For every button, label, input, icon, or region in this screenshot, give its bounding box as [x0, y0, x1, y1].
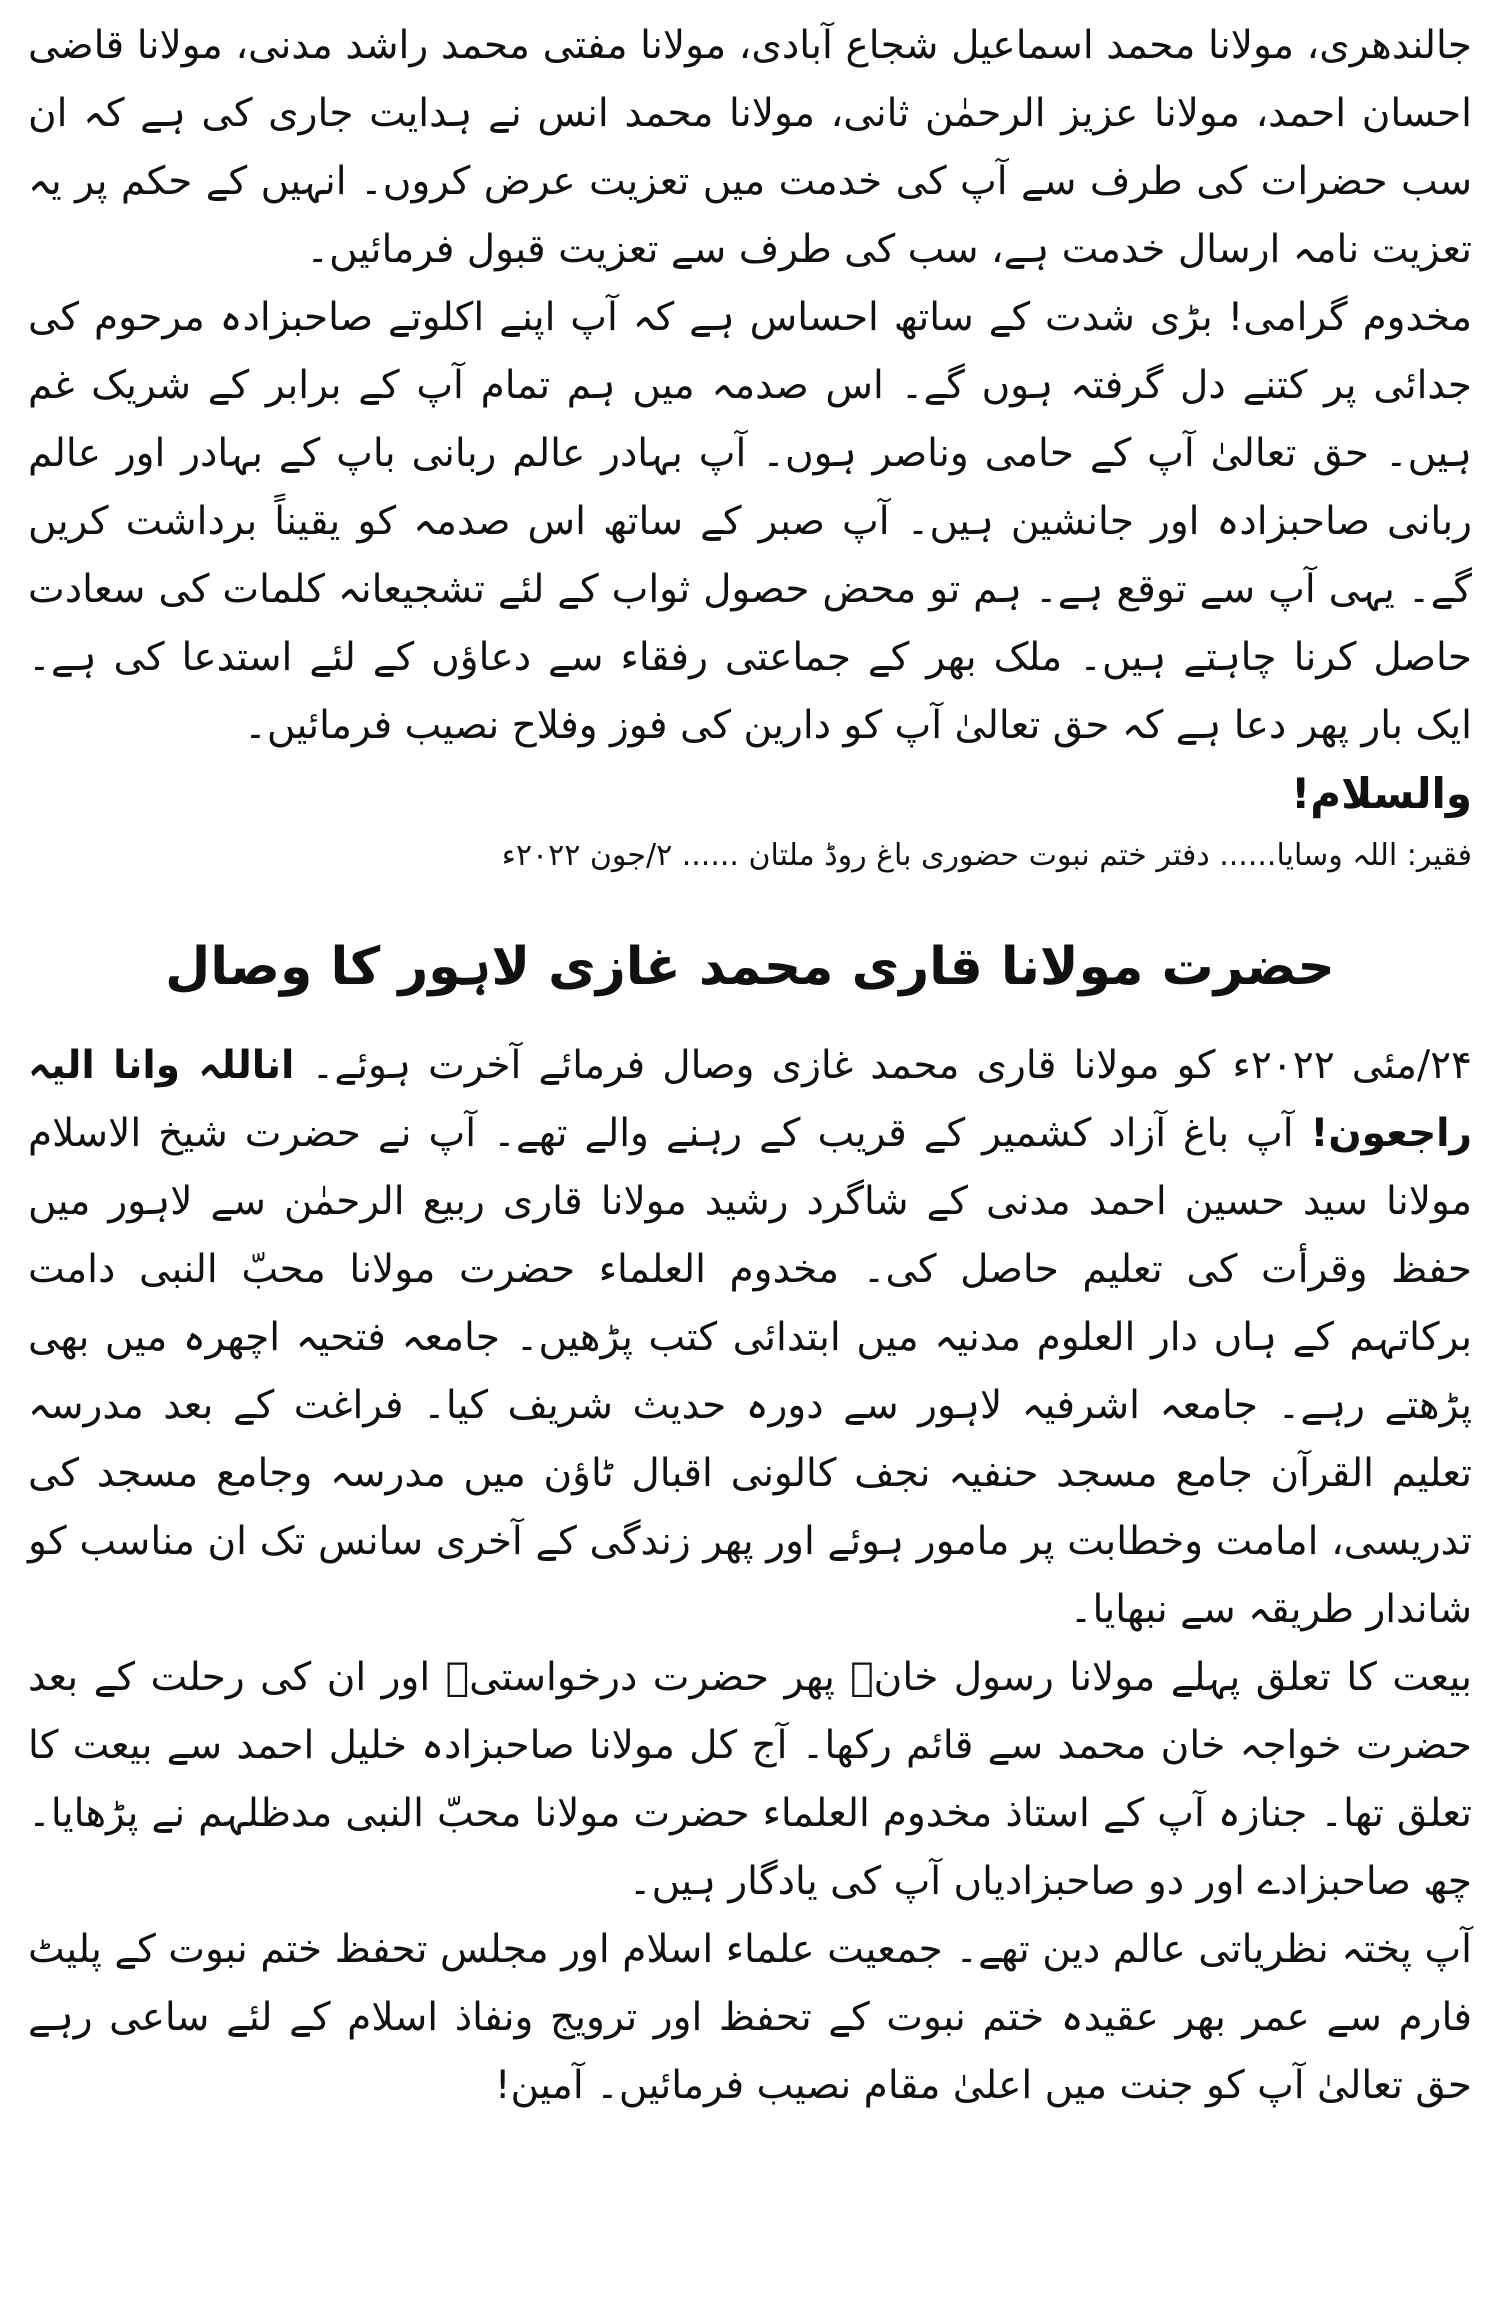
article-paragraph-2: بیعت کا تعلق پہلے مولانا رسول خانؒ پھر حضرت درخواستیؒ اور ان کی رحلت کے بعد حضرت خواجہ خان محمد سے قائم رکھا۔ آج کل مولانا صاحبزادہ خلیل احمد سے بیعت کا تعلق تھا۔ جنازہ آپ کے استاذ مخدوم العلماء حضرت مولانا محبّ النبی مدظلہم نے پڑھایا۔ چھ صاحبزادے اور دو صاحبزادیاں آپ کی یادگار ہیں۔: [28, 1655, 1472, 1904]
closing-salutation: والسلام!: [1291, 769, 1472, 818]
document-page: [28, 12, 1472, 2288]
article-paragraph-1: [28, 1032, 1472, 1644]
article-title: حضرت مولانا قاری محمد غازی لاہور کا وصال: [165, 937, 1335, 997]
article-paragraph-1-body: آپ باغ آزاد کشمیر کے قریب کے رہنے والے تھے۔ آپ نے حضرت شیخ الاسلام مولانا سید حسین احمد مدنی کے شاگرد رشید مولانا قاری ربیع الرحمٰن سے لاہور میں حفظ وقرأت کی تعلیم حاصل کی۔ مخدوم العلماء حضرت مولانا محبّ النبی دامت برکاتہم کے ہاں دار العلوم مدنیہ میں ابتدائی کتب پڑھیں۔ جامعہ فتحیہ اچھرہ میں بھی پڑھتے رہے۔ جامعہ اشرفیہ لاہور سے دورہ حدیث شریف کیا۔ فراغت کے بعد مدرسہ تعلیم القرآن جامع مسجد حنفیہ نجف کالونی اقبال ٹاؤن میں مدرسہ وجامع مسجد کی تدریسی، امامت وخطابت پر مامور ہوئے اور پھر زندگی کے آخری سانس تک ان مناسب کو شاندار طریقہ سے نبھایا۔: [28, 1111, 1472, 1632]
letter-paragraph-1: جالندھری، مولانا محمد اسماعیل شجاع آبادی، مولانا مفتی محمد راشد مدنی، مولانا قاضی احسان احمد، مولانا عزیز الرحمٰن ثانی، مولانا محمد انس نے ہدایت جاری کی ہے کہ ان سب حضرات کی طرف سے آپ کی خدمت میں تعزیت عرض کروں۔ انہیں کے حکم پر یہ تعزیت نامہ ارسال خدمت ہے، سب کی طرف سے تعزیت قبول فرمائیں۔: [28, 23, 1472, 272]
inna-lillah-phrase: اناللہ وانا الیہ راجعون!: [28, 1043, 1472, 1156]
article-paragraph-3: آپ پختہ نظریاتی عالم دین تھے۔ جمعیت علماء اسلام اور مجلس تحفظ ختم نبوت کے پلیٹ فارم سے عمر بھر عقیدہ ختم نبوت کے تحفظ اور ترویج ونفاذ اسلام کے لئے ساعی رہے حق تعالیٰ آپ کو جنت میں اعلیٰ مقام نصیب فرمائیں۔ آمین!: [28, 1927, 1472, 2108]
closing-row: [28, 760, 1472, 828]
article-paragraph-1-lead: کو مولانا قاری محمد غازی وصال فرمائے آخرت ہوئے۔: [294, 1043, 1233, 1088]
death-date: ۲۴/مئی ۲۰۲۲ء: [1232, 1043, 1472, 1088]
letter-paragraph-2: مخدوم گرامی! بڑی شدت کے ساتھ احساس ہے کہ آپ اپنے اکلوتے صاحبزادہ مرحوم کی جدائی پر کتنے دل گرفتہ ہوں گے۔ اس صدمہ میں ہم تمام آپ کے برابر کے شریک غم ہیں۔ حق تعالیٰ آپ کے حامی وناصر ہوں۔ آپ بہادر عالم ربانی باپ کے بہادر اور عالم ربانی صاحبزادہ اور جانشین ہیں۔ آپ صبر کے ساتھ اس صدمہ کو یقیناً برداشت کریں گے۔ یہی آپ سے توقع ہے۔ ہم تو محض حصول ثواب کے لئے تشجیعانہ کلمات کی سعادت حاصل کرنا چاہتے ہیں۔ ملک بھر کے جماعتی رفقاء سے دعاؤں کے لئے استدعا کی ہے۔ ایک بار پھر دعا ہے کہ حق تعالیٰ آپ کو دارین کی فوز وفلاح نصیب فرمائیں۔: [28, 295, 1472, 748]
letter-signoff: فقیر: اللہ وسایا...... دفتر ختم نبوت حضوری باغ روڈ ملتان ...... ۲/جون ۲۰۲۲ء: [501, 838, 1472, 873]
